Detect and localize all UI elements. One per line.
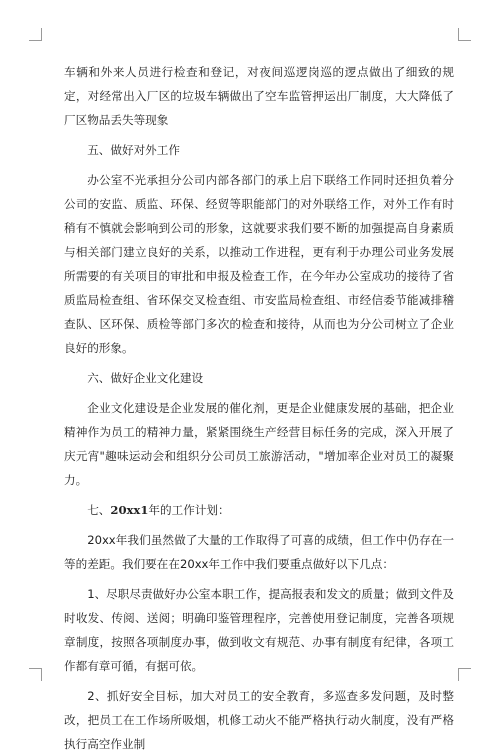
heading-external-work: 五、做好对外工作 — [87, 143, 180, 157]
crop-mark-top-right — [458, 28, 471, 41]
heading-work-plan-year: 20xx1 — [110, 503, 149, 517]
document-body — [64, 60, 454, 756]
paragraph-corporate-culture: 企业文化建设是企业发展的催化剂，更是企业健康发展的基础，把企业精神作为员工的精神力量，紧紧围绕生产经营目标任务的完成，深入开展了庆元宵"趣味运动会和组织分公司员工旅游活动，"增加率企业对员工的凝聚力。 — [64, 401, 454, 487]
list-item-safety-targets: 2、抓好安全目标，加大对员工的安全教育，多巡查多发问题，及时整改，把员工在工作场所吸烟，机修工动火不能严格执行动火制度，没有严格执行高空作业制 — [64, 689, 454, 751]
heading-work-plan-prefix: 七、 — [87, 503, 111, 517]
crop-mark-bottom-right — [458, 668, 471, 681]
paragraph-security-continued: 车辆和外来人员进行检查和登记，对夜间巡逻岗巡的逻点做出了细致的规定，对经常出入厂区的垃圾车辆做出了空车监管押运出厂制度，大大降低了厂区物品丢失等现象 — [64, 65, 454, 127]
paragraph-plan-intro: 20xx年我们虽然做了大量的工作取得了可喜的成绩，但工作中仍存在一等的差距。我们要在在20xx年工作中我们要重点做好以下几点： — [64, 533, 454, 571]
crop-mark-top-left — [29, 28, 42, 41]
crop-mark-bottom-left — [29, 668, 42, 681]
heading-corporate-culture: 六、做好企业文化建设 — [87, 371, 204, 385]
list-item-office-duties: 1、尽职尽责做好办公室本职工作，提高报表和发文的质量；做到文件及时收发、传阅、送阅；明确印鉴管理程序，完善使用登记制度，完善各项规章制度，按照各项制度办事，做到收文有规范、办事有制度有纪律，各项工作都有章可循，有据可依。 — [64, 587, 454, 673]
heading-work-plan-suffix: 年的工作计划： — [148, 503, 230, 517]
heading-work-plan — [64, 498, 454, 522]
paragraph-external-work: 办公室不光承担分公司内部各部门的承上启下联络工作同时还担负着分公司的安监、质监、环保、经贸等职能部门的对外联络工作，对外工作有时稍有不慎就会影响到公司的形象，这就要求我们要不断的加强提高自身素质与相关部门建立良好的关系，以推动工作进程，更有利于办理公司业务发展所需要的有关项目的审批和申报及检查工作，在今年办公室成功的接待了省质监局检查组、省环保交叉检查组、市安监局检查组、市经信委节能减排稽查队、区环保、质检等部门多次的检查和接待，从而也为分公司树立了企业良好的形象。 — [64, 173, 454, 355]
